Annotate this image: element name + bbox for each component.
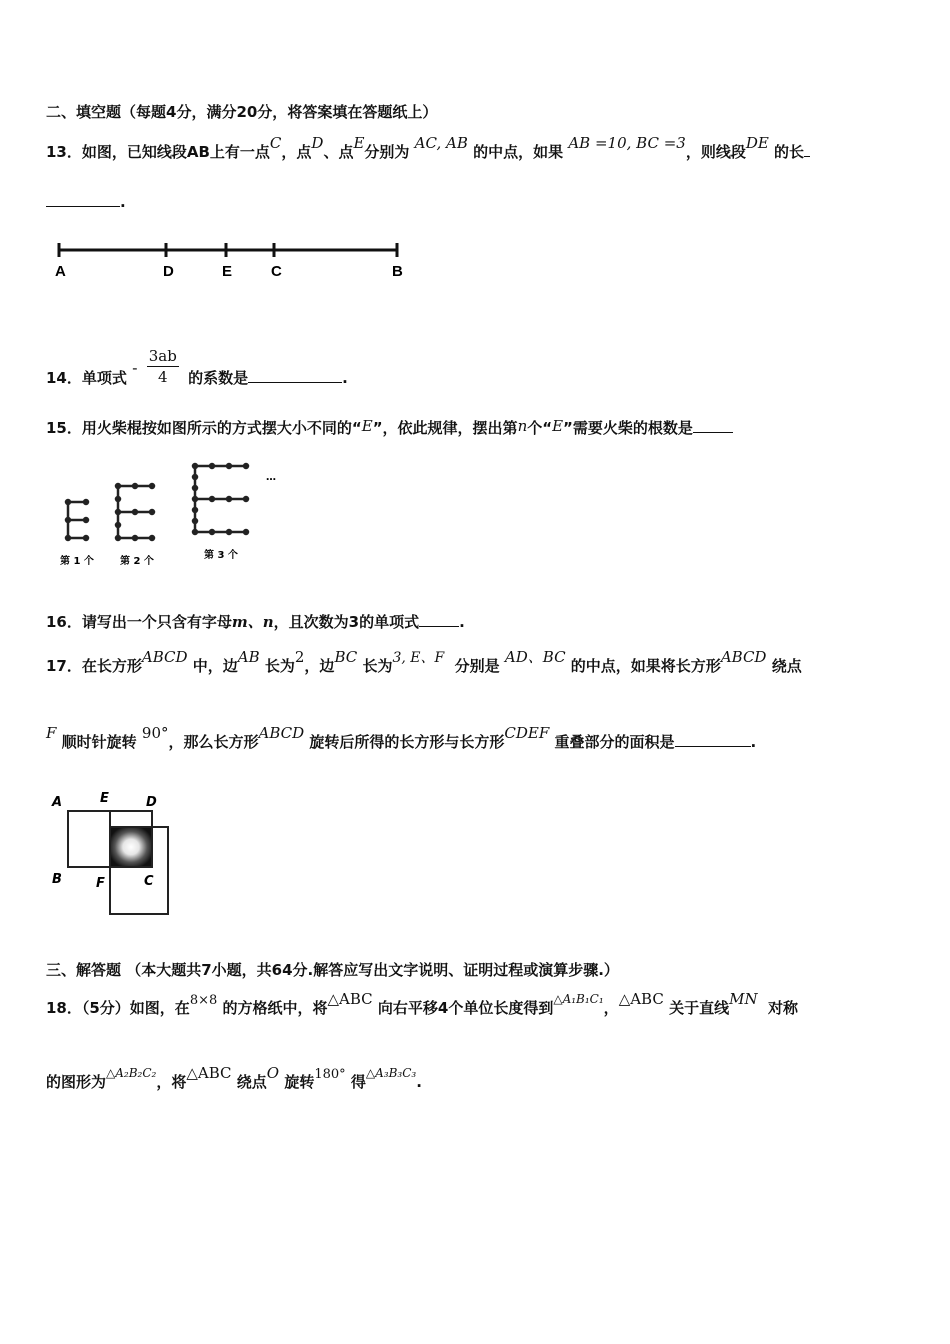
answer-blank bbox=[693, 416, 733, 433]
section-3-heading: 三、解答题 （本大题共7小题，共64分.解答应写出文字说明、证明过程或演算步骤.） bbox=[46, 961, 619, 979]
math-condition: AB =10, BC =3 bbox=[568, 134, 686, 152]
question-13 bbox=[46, 134, 810, 162]
math-triangle-abc: △ABC bbox=[186, 1064, 232, 1082]
math-o: O bbox=[266, 1064, 280, 1082]
math-c: C bbox=[269, 134, 282, 152]
label-c: C bbox=[144, 874, 154, 889]
q17-text: 中，边 bbox=[192, 657, 238, 675]
math-e: E bbox=[552, 417, 564, 435]
point-label-a: A bbox=[55, 263, 66, 280]
math-triangle-a3b3c3: △A₃B₃C₃ bbox=[365, 1066, 417, 1080]
math-triangle-a1b1c1: △A₁B₁C₁ bbox=[553, 992, 604, 1006]
math-ac-ab: AC, AB bbox=[414, 134, 468, 152]
label-f: F bbox=[96, 876, 105, 891]
q18-text: ，将 bbox=[156, 1073, 187, 1091]
q15-text: 15．用火柴棍按如图所示的方式摆大小不同的“ bbox=[46, 419, 362, 437]
q16-text: 16．请写出一个只含有字母 bbox=[46, 613, 232, 631]
label-e: E bbox=[100, 791, 109, 806]
math-ab: AB bbox=[237, 648, 260, 666]
math-e: E bbox=[361, 417, 373, 435]
math-mn: MN bbox=[729, 990, 758, 1008]
fraction bbox=[147, 346, 179, 387]
matchstick-e-3 bbox=[193, 464, 248, 534]
caption-1: 第 1 个 bbox=[60, 556, 94, 567]
question-18 bbox=[46, 990, 799, 1020]
answer-blank bbox=[804, 140, 810, 157]
answer-blank bbox=[46, 190, 120, 207]
math-d: D bbox=[311, 134, 324, 152]
point-label-c: C bbox=[271, 263, 282, 280]
question-17 bbox=[46, 648, 802, 677]
q18-text: ， bbox=[603, 999, 619, 1017]
q18-text: 得 bbox=[350, 1073, 366, 1091]
math-mn: m、n bbox=[231, 613, 274, 631]
math-abcd: ABCD bbox=[141, 648, 188, 666]
q18-text: 旋转 bbox=[284, 1073, 315, 1091]
matchstick-figure bbox=[50, 456, 290, 574]
math-triangle-abc: △ABC bbox=[618, 990, 664, 1008]
ellipsis: … bbox=[266, 472, 276, 483]
question-17-cont bbox=[46, 724, 757, 752]
q14-text: 14．单项式 bbox=[46, 369, 127, 387]
q17-text: 分别是 bbox=[454, 657, 500, 675]
math-cdef: CDEF bbox=[504, 724, 550, 742]
q17-text: 重叠部分的面积是 bbox=[554, 733, 675, 751]
q15-text: ”，依此规律，摆出第 bbox=[372, 419, 518, 437]
q16-text: ，且次数为3的单项式 bbox=[273, 613, 420, 631]
math-degree: 90° bbox=[141, 724, 169, 742]
fraction-numerator: 3ab bbox=[148, 347, 177, 365]
q14-text: 的系数是 bbox=[188, 369, 249, 387]
q16-end: . bbox=[459, 613, 465, 631]
point-label-d: D bbox=[163, 263, 174, 280]
math-three-ef: 3, E、F bbox=[392, 650, 445, 666]
math-triangle-a2b2c2: △A₂B₂C₂ bbox=[106, 1066, 157, 1080]
fraction-denominator: 4 bbox=[158, 368, 168, 386]
q15-text: 个“ bbox=[527, 419, 553, 437]
q17-text: 17．在长方形 bbox=[46, 657, 142, 675]
q17-text: 旋转后所得的长方形与长方形 bbox=[309, 733, 505, 751]
math-n: n bbox=[517, 417, 528, 435]
q17-text: 长为 bbox=[264, 657, 295, 675]
label-a: A bbox=[52, 795, 63, 810]
q15-text: ”需要火柴的根数是 bbox=[563, 419, 693, 437]
math-bc: BC bbox=[334, 648, 358, 666]
q17-text: 的中点，如果将长方形 bbox=[570, 657, 721, 675]
question-16 bbox=[46, 610, 465, 632]
q17-text: 长为 bbox=[362, 657, 393, 675]
math-abcd: ABCD bbox=[258, 724, 305, 742]
q14-end: . bbox=[342, 369, 348, 387]
q17-text: 顺时针旋转 bbox=[61, 733, 137, 751]
answer-blank bbox=[248, 366, 342, 383]
q13-text: 的中点，如果 bbox=[473, 143, 564, 161]
q18-text: 对称 bbox=[768, 999, 799, 1017]
q18-text: 18．（5分）如图，在 bbox=[46, 999, 190, 1017]
q13-text: ，点 bbox=[281, 143, 312, 161]
q13-text: 13．如图，已知线段AB上有一点 bbox=[46, 143, 270, 161]
section-2-heading: 二、填空题（每题4分，满分20分，将答案填在答题纸上） bbox=[46, 103, 438, 121]
label-d: D bbox=[146, 795, 157, 810]
caption-3: 第 3 个 bbox=[204, 550, 238, 561]
math-e: E bbox=[353, 134, 365, 152]
question-18-cont bbox=[46, 1064, 422, 1094]
answer-blank bbox=[675, 730, 751, 747]
minus-sign: - bbox=[132, 359, 138, 377]
q13-text: ，则线段 bbox=[685, 143, 746, 161]
q18-text: 的方格纸中，将 bbox=[222, 999, 328, 1017]
math-ad-bc: AD、BC bbox=[504, 648, 566, 666]
matchstick-e-1 bbox=[66, 500, 88, 540]
question-14 bbox=[46, 347, 348, 399]
q13-answer-line bbox=[46, 190, 126, 212]
q18-text: 向右平移4个单位长度得到 bbox=[377, 999, 554, 1017]
label-b: B bbox=[52, 872, 62, 887]
q17-text: ，边 bbox=[304, 657, 335, 675]
q17-text: ，那么长方形 bbox=[168, 733, 259, 751]
math-de: DE bbox=[745, 134, 769, 152]
math-abcd: ABCD bbox=[720, 648, 767, 666]
point-label-b: B bbox=[392, 263, 403, 280]
point-label-e: E bbox=[222, 263, 233, 280]
math-degree: 180° bbox=[314, 1067, 346, 1082]
math-f: F bbox=[46, 724, 57, 742]
overlap-region bbox=[110, 827, 152, 867]
q18-end: . bbox=[416, 1073, 422, 1091]
math-grid: 8×8 bbox=[189, 993, 218, 1008]
q13-text: 分别为 bbox=[364, 143, 410, 161]
question-15 bbox=[46, 416, 733, 438]
q13-end: . bbox=[120, 193, 126, 211]
segment-figure bbox=[50, 236, 420, 286]
matchstick-e-2 bbox=[116, 484, 154, 540]
caption-2: 第 2 个 bbox=[120, 556, 154, 567]
q18-text: 的图形为 bbox=[46, 1073, 107, 1091]
q17-end: . bbox=[750, 733, 757, 751]
q18-text: 关于直线 bbox=[669, 999, 730, 1017]
math-triangle-abc: △ABC bbox=[327, 990, 373, 1008]
q13-text: 、点 bbox=[323, 143, 354, 161]
q18-text: 绕点 bbox=[236, 1073, 267, 1091]
rectangle-rotation-figure bbox=[46, 790, 176, 922]
math-two: 2 bbox=[294, 648, 305, 666]
q17-text: 绕点 bbox=[771, 657, 802, 675]
q13-text: 的长 bbox=[774, 143, 805, 161]
answer-blank bbox=[419, 610, 459, 627]
